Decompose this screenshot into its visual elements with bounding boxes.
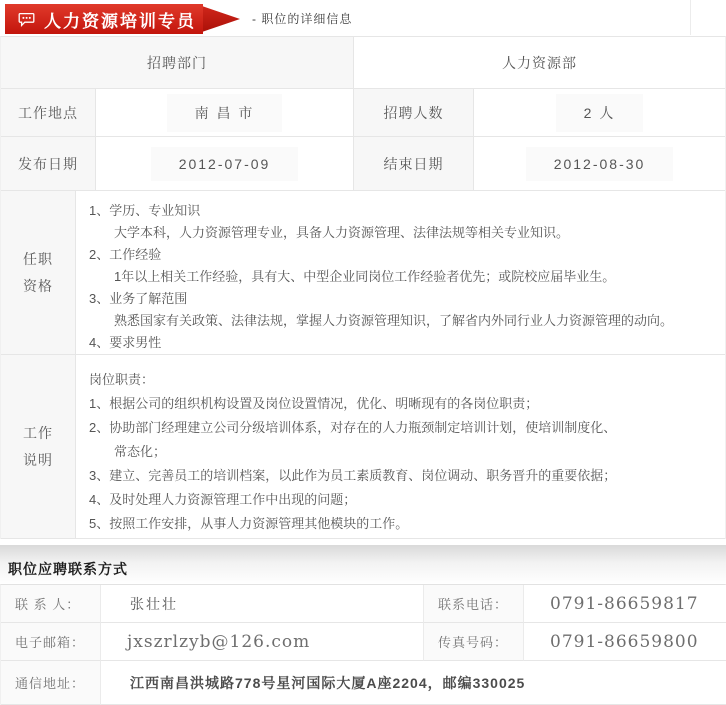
job-description-label	[1, 355, 76, 539]
end-date-label: 结束日期	[354, 137, 474, 191]
qualification-line: 1、学历、专业知识	[89, 203, 201, 218]
address-label: 通信地址：	[1, 661, 101, 705]
end-date-value: 2012-08-30	[526, 147, 674, 181]
speech-bubble-icon	[18, 12, 35, 27]
header-right-divider	[690, 0, 691, 35]
description-line: 4、及时处理人力资源管理工作中出现的问题；	[89, 492, 357, 507]
phone-label: 联系电话：	[424, 585, 524, 623]
contact-info-table	[0, 584, 726, 705]
phone-value: 0791-86659817	[524, 585, 726, 623]
qualification-line: 熟悉国家有关政策、法律法规，掌握人力资源管理知识，了解省内外同行业人力资源管理的动向。	[114, 313, 674, 328]
work-location-value: 南 昌 市	[167, 94, 283, 132]
description-line: 3、建立、完善员工的培训档案，以此作为员工素质教育、岗位调动、职务晋升的重要依据；	[89, 468, 617, 483]
contact-person-value: 张壮壮	[101, 585, 424, 623]
page-header	[0, 0, 726, 36]
table-row-dates	[1, 137, 725, 191]
description-line: 岗位职责：	[89, 372, 155, 387]
headcount-label: 招聘人数	[354, 89, 474, 137]
table-row-department	[1, 37, 725, 89]
contact-row-address	[1, 661, 725, 705]
headcount-value: 2 人	[556, 94, 644, 132]
qualifications-label-line2: 资格	[23, 277, 53, 294]
fax-label: 传真号码：	[424, 623, 524, 661]
qualifications-label	[1, 191, 76, 355]
publish-date-cell	[96, 137, 354, 191]
page-subtitle: - 职位的详细信息	[252, 11, 353, 26]
work-location-cell	[96, 89, 354, 137]
description-line: 1、根据公司的组织机构设置及岗位设置情况，优化、明晰现有的各岗位职责；	[89, 396, 539, 411]
work-location-label: 工作地点	[1, 89, 96, 137]
qualification-line: 大学本科，人力资源管理专业，具备人力资源管理、法律法规等相关专业知识。	[114, 225, 570, 240]
contact-section-header	[0, 545, 726, 584]
job-description-label-line2: 说明	[23, 451, 53, 468]
contact-row-person-phone	[1, 585, 725, 623]
contact-section-title: 职位应聘联系方式	[8, 561, 128, 577]
description-line: 5、按照工作安排，从事人力资源管理其他模块的工作。	[89, 516, 409, 531]
qualifications-content	[76, 191, 725, 355]
email-label: 电子邮箱：	[1, 623, 101, 661]
table-row-qualifications	[1, 191, 725, 355]
qualification-line: 2、工作经验	[89, 247, 162, 262]
headcount-cell	[474, 89, 725, 137]
address-value: 江西南昌洪城路778号星河国际大厦A座2204，邮编330025	[101, 661, 726, 705]
table-row-location	[1, 89, 725, 137]
job-description-label-line1: 工作	[23, 424, 53, 441]
fax-value: 0791-86659800	[524, 623, 726, 661]
job-title: 人力资源培训专员	[44, 11, 196, 31]
recruit-dept-value: 人力资源部	[354, 37, 725, 89]
publish-date-label: 发布日期	[1, 137, 96, 191]
qualifications-label-line1: 任职	[23, 250, 53, 267]
qualification-line: 3、业务了解范围	[89, 291, 188, 306]
job-description-content	[76, 355, 725, 539]
description-line: 2、协助部门经理建立公司分级培训体系，对存在的人力瓶颈制定培训计划，使培训制度化、	[89, 420, 617, 435]
contact-person-label: 联 系 人：	[1, 585, 101, 623]
end-date-cell	[474, 137, 725, 191]
contact-row-email-fax	[1, 623, 725, 661]
qualification-line: 4、要求男性	[89, 335, 162, 350]
job-title-ribbon	[5, 4, 203, 34]
table-row-description	[1, 355, 725, 539]
qualification-line: 1年以上相关工作经验，具有大、中型企业同岗位工作经验者优先；或院校应届毕业生。	[114, 269, 616, 284]
recruit-dept-label: 招聘部门	[1, 37, 354, 89]
description-line: 常态化；	[114, 444, 167, 459]
email-value: jxszrlzyb@126.com	[101, 623, 424, 661]
publish-date-value: 2012-07-09	[151, 147, 299, 181]
job-info-table	[0, 36, 726, 539]
